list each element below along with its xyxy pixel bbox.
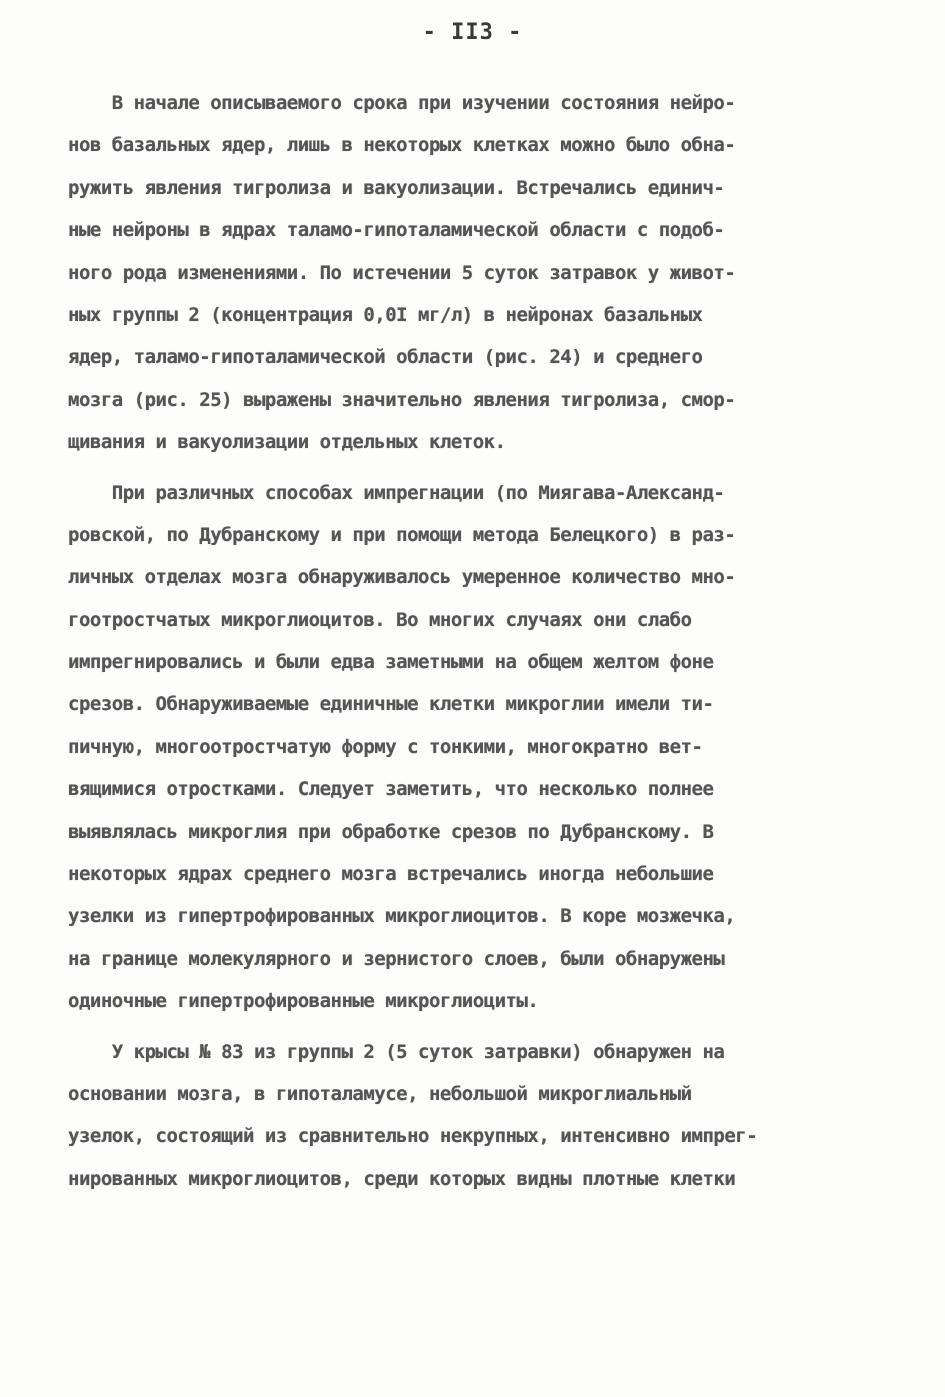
text-line: нов базальных ядер, лишь в некоторых клетках можно было обна- [68, 134, 736, 157]
text-line: При различных способах импрегнации (по Миягава-Александ- [68, 481, 725, 504]
text-line: узелки из гипертрофированных микроглиоцитов. В коре мозжечка, [68, 905, 736, 928]
text-line: нированных микроглиоцитов, среди которых видны плотные клетки [68, 1167, 736, 1190]
text-line: основании мозга, в гипоталамусе, небольшой микроглиальный [68, 1082, 692, 1105]
text-line: ного рода изменениями. По истечении 5 суток затравок у живот- [68, 261, 736, 284]
text-line: некоторых ядрах среднего мозга встречались иногда небольшие [68, 863, 714, 886]
text-line: импрегнировались и были едва заметными на общем желтом фоне [68, 651, 714, 674]
text-line: личных отделах мозга обнаруживалось умеренное количество мно- [68, 566, 736, 589]
text-line: узелок, состоящий из сравнительно некрупных, интенсивно импрег- [68, 1125, 758, 1148]
page-number: - II3 - [422, 20, 523, 45]
text-line: пичную, многоотростчатую форму с тонкими, многократно вет- [68, 735, 703, 758]
text-line: ных группы 2 (концентрация 0,0I мг/л) в нейронах базальных [68, 303, 703, 326]
text-line: выявлялась микроглия при обработке срезов по Дубранскому. В [68, 820, 714, 843]
paragraph-2 [68, 472, 858, 1023]
text-line: ные нейроны в ядрах таламо-гипоталамической области с подоб- [68, 219, 725, 242]
paragraph-3 [68, 1031, 858, 1201]
text-line: У крысы № 83 из группы 2 (5 суток затравки) обнаружен на [68, 1040, 725, 1063]
text-line: гоотростчатых микроглиоцитов. Во многих случаях они слабо [68, 608, 692, 631]
body-text [68, 82, 858, 1208]
text-line: срезов. Обнаруживаемые единичные клетки микроглии имели ти- [68, 693, 714, 716]
text-line: одиночные гипертрофированные микроглиоциты. [68, 990, 539, 1013]
text-line: В начале описываемого срока при изучении состояния нейро- [68, 92, 736, 114]
paragraph-1 [68, 82, 858, 464]
text-line: мозга (рис. 25) выражены значительно явления тигролиза, смор- [68, 388, 736, 411]
text-line: щивания и вакуолизации отдельных клеток. [68, 431, 506, 454]
text-line: ядер, таламо-гипоталамической области (рис. 24) и среднего [68, 346, 703, 369]
text-line: ружить явления тигролиза и вакуолизации. Встречались единич- [68, 176, 725, 199]
text-line: вящимися отростками. Следует заметить, что несколько полнее [68, 778, 714, 801]
text-line: ровской, по Дубранскому и при помощи метода Белецкого) в раз- [68, 523, 736, 546]
text-line: на границе молекулярного и зернистого слоев, были обнаружены [68, 947, 725, 970]
